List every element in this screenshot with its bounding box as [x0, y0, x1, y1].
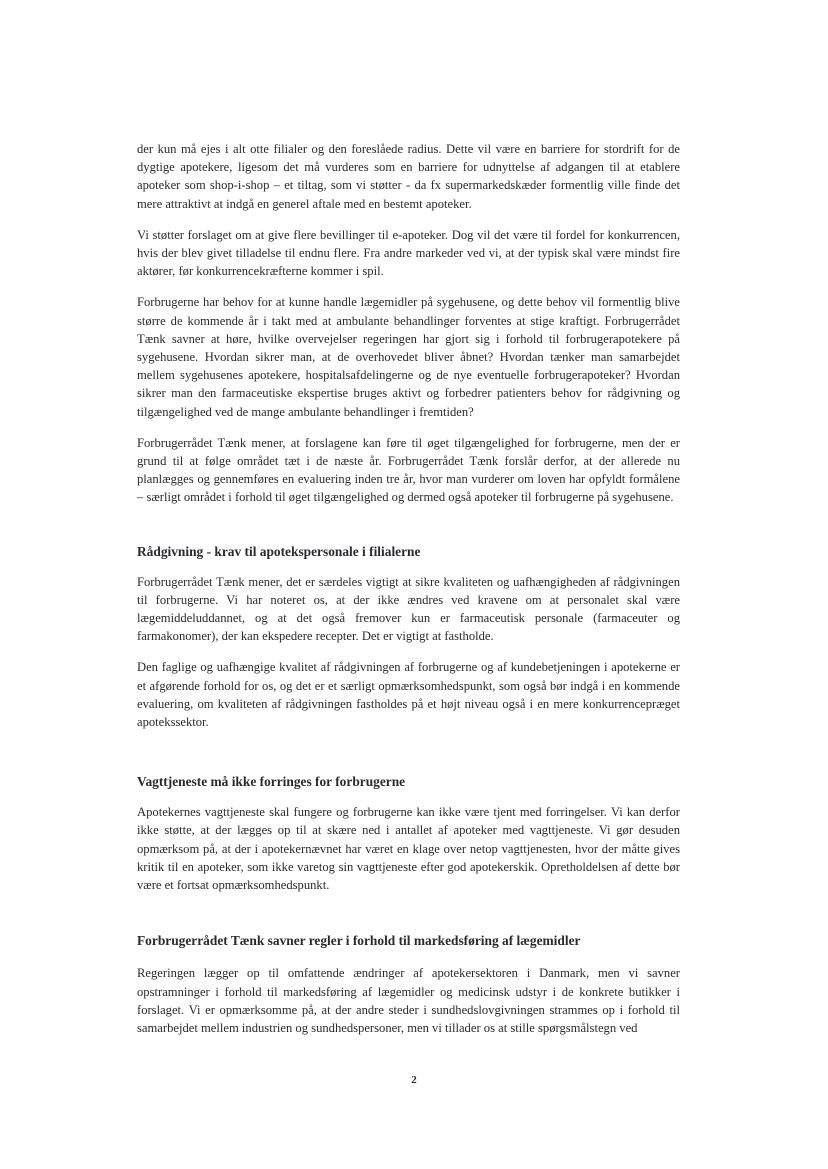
paragraph: Den faglige og uafhængige kvalitet af rådgivningen af forbrugerne og af kundebetjeningen i apotekerne er et afgørende forhold for os, og det er et særligt opmærksomhedspunkt, som også bør indgå i en kommende evaluering, om kvaliteten af rådgivningen fastholdes på et højt niveau også i en mere konkurrencepræget apotekssektor. — [137, 660, 680, 730]
paragraph: Forbrugerne har behov for at kunne handle lægemidler på sygehusene, og dette behov vil formentlig blive større de kommende år i takt med at ambulante behandlinger forventes at stige kraftigt. Forbrugerrådet Tænk savner at høre, hvilke overvejelser regeringen har gjort sig i forhold til forbrugerapotekere på sygehusene. Hvordan sikrer man, at de overhovedet bliver åbnet? Hvordan tænker man samarbejdet mellem sygehusenes apotekere, hospitalsafdelingerne og de nye eventuelle forbrugerapoteker? Hvordan sikrer man den farmaceutiske ekspertise bruges aktivt og forbedrer patienters behov for rådgivning og tilgængelighed ved de mange ambulante behandlinger i fremtiden? — [137, 295, 680, 419]
section-markedsfoering — [137, 932, 680, 1037]
section-heading: Vagttjeneste må ikke forringes for forbrugerne — [137, 774, 406, 790]
paragraph: Regeringen lægger op til omfattende ændringer af apotekersektoren i Danmark, men vi savner opstramninger i forhold til markedsføring af lægemidler og medicinsk udstyr i de konkrete butikker i forslaget. Vi er opmærksomme på, at der andre steder i sundhedslovgivningen strammes op i forhold til samarbejdet mellem industrien og sundhedspersoner, men vi tillader os at stille spørgsmålstegn ved — [137, 966, 680, 1035]
paragraph: der kun må ejes i alt otte filialer og den foreslåede radius. Dette vil være en barriere for stordrift for de dygtige apotekere, ligesom det må vurderes som en barriere for udnyttelse af adgangen til at etablere apoteker som shop-i-shop – et tiltag, som vi støtter - da fx supermarkedskæder formentlig ville finde det mere attraktivt at indgå en generel aftale med en bestemt apoteker. — [137, 142, 680, 211]
section-heading: Forbrugerrådet Tænk savner regler i forhold til markedsføring af lægemidler — [137, 933, 581, 949]
paragraph: Apotekernes vagttjeneste skal fungere og forbrugerne kan ikke være tjent med forringelser. Vi kan derfor ikke støtte, at der lægges op til at skære ned i antallet af apoteker med vagttjeneste. Vi gør desuden opmærksom på, at der i apotekernævnet har været en klage over netop vagttjenesten, hvor der måtte gives kritik til en apoteker, som ikke varetog sin vagttjeneste efter god apotekerskik. Opretholdelsen af dette bør være et fortsat opmærksomhedspunkt. — [137, 805, 680, 893]
paragraph: Vi støtter forslaget om at give flere bevillinger til e-apoteker. Dog vil det være til fordel for konkurrencen, hvis der blev givet tilladelse til endnu flere. Fra andre markeder ved vi, at der typisk skal være mindst fire aktører, før konkurrencekræfterne kommer i spil. — [137, 227, 680, 279]
section-raadgivning — [137, 543, 680, 732]
page-number: 2 — [411, 1074, 417, 1086]
intro-section — [137, 140, 680, 507]
section-vagttjeneste — [137, 773, 680, 894]
paragraph: Forbrugerrådet Tænk mener, det er særdeles vigtigt at sikre kvaliteten og uafhængigheden af rådgivningen til forbrugerne. Vi har noteret os, at der ikke ændres ved kravene om at personalet skal være lægemiddeluddannet, og at det også fremover kun er farmaceutisk personale (farmaceuter og farmakonomer), der kan ekspedere recepter. Det er vigtigt at fastholde. — [137, 574, 680, 644]
section-heading: Rådgivning - krav til apotekspersonale i filialerne — [137, 543, 421, 559]
paragraph: Forbrugerrådet Tænk mener, at forslagene kan føre til øget tilgængelighed for forbrugerne, men der er grund til at følge området tæt i de næste år. Forbrugerrådet Tænk forslår derfor, at der allerede nu planlægges og gennemføres en evaluering inden tre år, hvor man vurderer om loven har opfyldt formålene – særligt området i forhold til øget tilgængelighed og dermed også apoteker til forbrugerne på sygehusene. — [137, 435, 680, 505]
